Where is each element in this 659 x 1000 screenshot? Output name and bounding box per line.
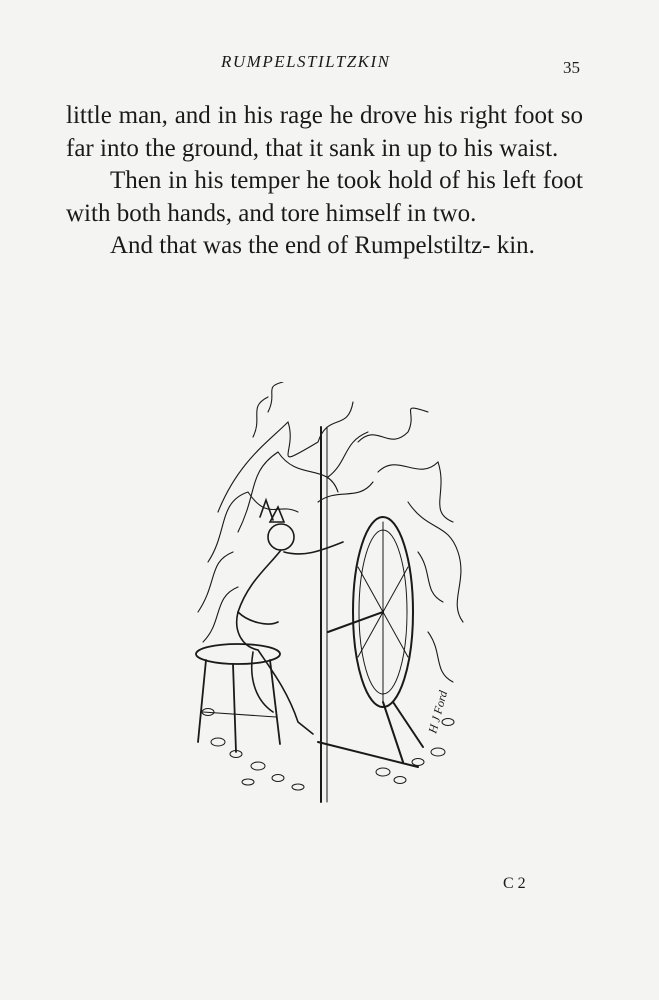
paragraph-temper: Then in his temper he took hold of his left foot with both hands, and tore himself in two. bbox=[66, 167, 583, 227]
page-number: 35 bbox=[563, 58, 580, 77]
printer-signature-mark: C 2 bbox=[503, 875, 526, 892]
rumpelstiltskin-spinning-wheel-illustration bbox=[178, 382, 478, 812]
straw-tangle bbox=[198, 382, 463, 682]
floor-pellets bbox=[202, 709, 454, 791]
body-text bbox=[66, 100, 583, 263]
running-head-title: RUMPELSTILTZKIN bbox=[221, 52, 391, 71]
paragraph-continued: little man, and in his rage he drove his right foot so far into the ground, that it sank in up to his waist. bbox=[66, 102, 583, 162]
artist-signature: H J Ford bbox=[425, 689, 451, 735]
paragraph-ending: And that was the end of Rumpelstiltz- kin. bbox=[110, 232, 535, 259]
stool bbox=[196, 644, 280, 752]
